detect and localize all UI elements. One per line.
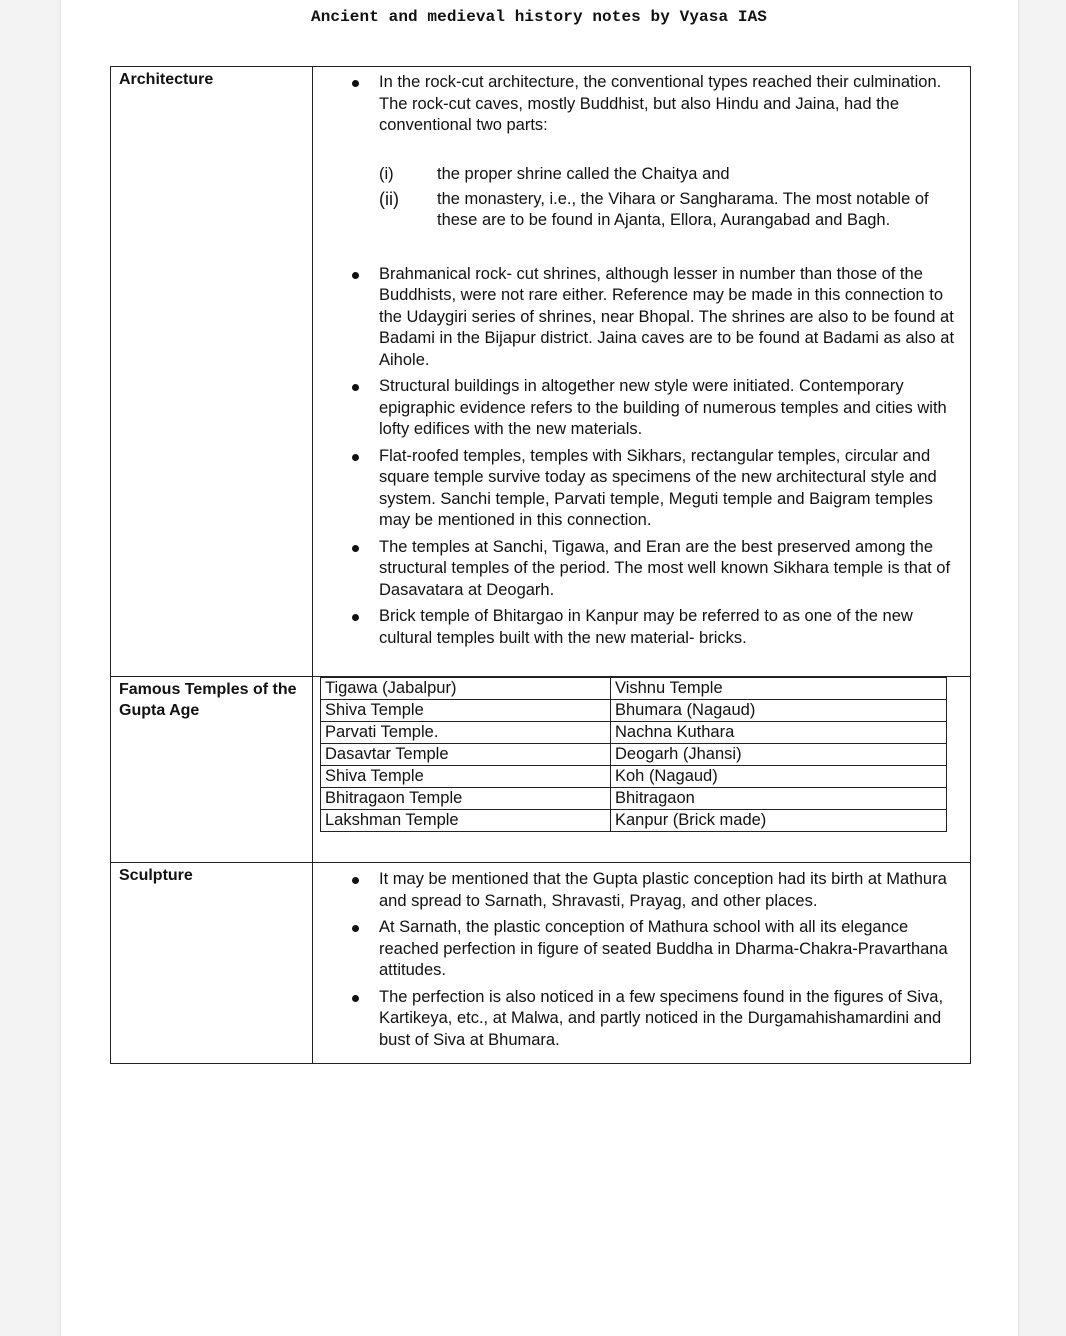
sculpture-label: Sculpture bbox=[111, 863, 313, 1064]
architecture-row bbox=[111, 67, 971, 677]
sculpture-points-list bbox=[313, 869, 970, 1051]
temples-content bbox=[313, 677, 971, 863]
notes-table bbox=[110, 66, 971, 1064]
architecture-label: Architecture bbox=[111, 67, 313, 677]
temples-label: Famous Temples of the Gupta Age bbox=[111, 677, 313, 863]
temple-place: Deogarh (Jhansi) bbox=[611, 744, 947, 766]
temple-row bbox=[321, 788, 947, 810]
architecture-part-item bbox=[379, 164, 958, 185]
temple-row bbox=[321, 766, 947, 788]
architecture-parts-list bbox=[313, 164, 970, 232]
temple-name: Lakshman Temple bbox=[321, 810, 611, 832]
sculpture-row bbox=[111, 863, 971, 1064]
temple-row bbox=[321, 810, 947, 832]
part-number: (ii) bbox=[379, 188, 399, 209]
sculpture-point: The perfection is also noticed in a few specimens found in the figures of Siva, Kartikeya, etc., at Malwa, and partly noticed in the Durgamahishamardini and bust of Siva at Bhumara. bbox=[313, 987, 970, 1052]
architecture-intro-list bbox=[313, 72, 970, 137]
temples-row bbox=[111, 677, 971, 863]
architecture-points-list bbox=[313, 264, 970, 650]
temple-row bbox=[321, 722, 947, 744]
temple-row bbox=[321, 700, 947, 722]
architecture-point: The temples at Sanchi, Tigawa, and Eran are the best preserved among the structural temples of the period. The most well known Sikhara temple is that of Dasavatara at Deogarh. bbox=[313, 537, 970, 602]
temple-place: Kanpur (Brick made) bbox=[611, 810, 947, 832]
architecture-part-item bbox=[379, 189, 958, 232]
temple-place: Vishnu Temple bbox=[611, 678, 947, 700]
temple-name: Bhitragaon Temple bbox=[321, 788, 611, 810]
temple-name: Shiva Temple bbox=[321, 700, 611, 722]
architecture-intro: In the rock-cut architecture, the conventional types reached their culmination. The rock-cut caves, mostly Buddhist, but also Hindu and Jaina, had the conventional two parts: bbox=[313, 72, 970, 137]
temple-row bbox=[321, 744, 947, 766]
page-header-title: Ancient and medieval history notes by Vyasa IAS bbox=[311, 8, 767, 26]
temples-table bbox=[320, 677, 947, 832]
temple-place: Bhumara (Nagaud) bbox=[611, 700, 947, 722]
temple-name: Shiva Temple bbox=[321, 766, 611, 788]
architecture-point: Brahmanical rock- cut shrines, although lesser in number than those of the Buddhists, were not rare either. Reference may be made in this connection to the Udaygiri series of shrines, near Bhopal. The shrines are also to be found at Badami in the Bijapur district. Jaina caves are to be found at Badami as also at Aihole. bbox=[313, 264, 970, 372]
temple-name: Dasavtar Temple bbox=[321, 744, 611, 766]
temple-name: Tigawa (Jabalpur) bbox=[321, 678, 611, 700]
sculpture-point: At Sarnath, the plastic conception of Mathura school with all its elegance reached perfection in figure of seated Buddha in Dharma-Chakra-Pravarthana attitudes. bbox=[313, 917, 970, 982]
temple-place: Koh (Nagaud) bbox=[611, 766, 947, 788]
architecture-point: Brick temple of Bhitargao in Kanpur may be referred to as one of the new cultural temples built with the new material- bricks. bbox=[313, 606, 970, 649]
part-text: the monastery, i.e., the Vihara or Sangharama. The most notable of these are to be found in Ajanta, Ellora, Aurangabad and Bagh. bbox=[437, 189, 929, 229]
temple-row bbox=[321, 678, 947, 700]
architecture-content bbox=[313, 67, 971, 677]
temple-place: Nachna Kuthara bbox=[611, 722, 947, 744]
part-text: the proper shrine called the Chaitya and bbox=[437, 164, 730, 183]
temple-name: Parvati Temple. bbox=[321, 722, 611, 744]
part-number: (i) bbox=[379, 164, 394, 183]
sculpture-point: It may be mentioned that the Gupta plastic conception had its birth at Mathura and spread to Sarnath, Shravasti, Prayag, and other places. bbox=[313, 869, 970, 912]
architecture-point: Structural buildings in altogether new style were initiated. Contemporary epigraphic evidence refers to the building of numerous temples and cities with lofty edifices with the new materials. bbox=[313, 376, 970, 441]
temple-place: Bhitragaon bbox=[611, 788, 947, 810]
sculpture-content bbox=[313, 863, 971, 1064]
architecture-point: Flat-roofed temples, temples with Sikhars, rectangular temples, circular and square temple survive today as specimens of the new architectural style and system. Sanchi temple, Parvati temple, Meguti temple and Baigram temples may be mentioned in this connection. bbox=[313, 446, 970, 532]
